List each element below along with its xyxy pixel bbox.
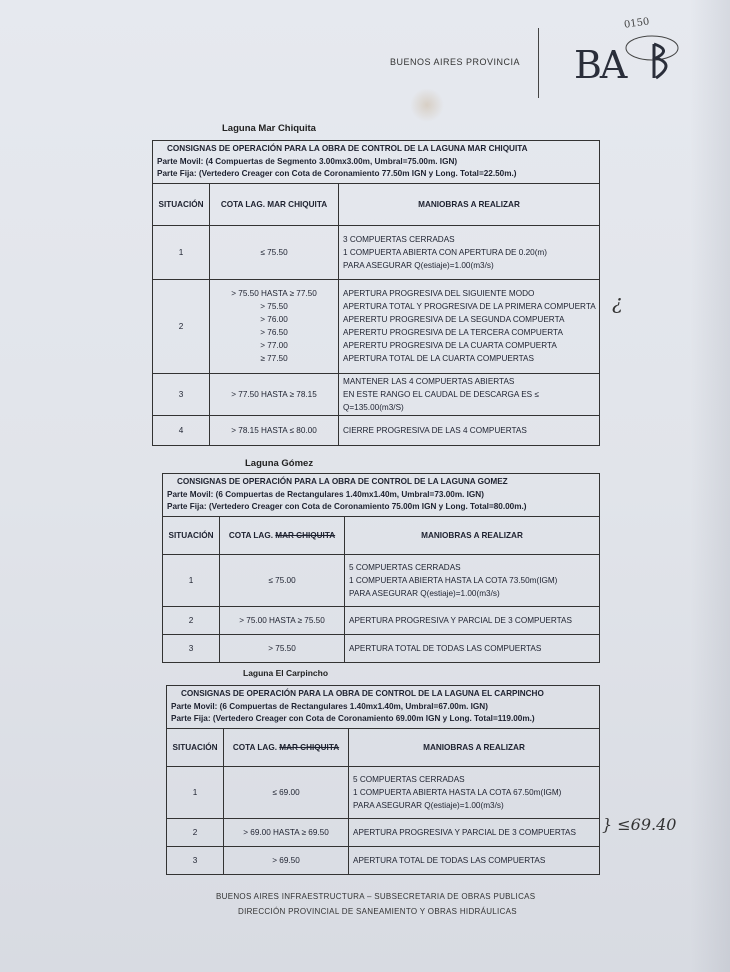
cota-line: > 75.00 HASTA ≥ 75.50 <box>239 615 325 625</box>
table-caption <box>153 141 600 184</box>
maniobra-line: APERERTU PROGRESIVA DE LA SEGUNDA COMPUERTA <box>343 315 565 324</box>
col-header-cota-prefix: COTA LAG. <box>228 530 276 540</box>
ba-logo <box>572 30 692 92</box>
maniobra-line: 1 COMPUERTA ABIERTA CON APERTURA DE 0.20(m) <box>343 247 547 257</box>
cell-cota <box>210 225 339 279</box>
cell-cota <box>220 606 345 634</box>
cell-maniobras <box>339 225 600 279</box>
maniobra-line: 5 COMPUERTAS CERRADAS <box>349 562 461 572</box>
table-row <box>163 554 600 606</box>
caption-parte-fija: Parte Fija: (Vertedero Creager con Cota de Coronamiento 77.50m IGN y Long. Total=22.50m.) <box>157 169 517 178</box>
col-header-situacion: SITUACIÓN <box>153 183 210 225</box>
maniobra-line: APERERTU PROGRESIVA DE LA TERCERA COMPUERTA <box>343 328 563 337</box>
maniobra-line: EN ESTE RANGO EL CAUDAL DE DESCARGA ES ≤ Q=135.00(m3/S) <box>343 389 539 412</box>
caption-parte-fija: Parte Fija: (Vertedero Creager con Cota de Coronamiento 75.00m IGN y Long. Total=80.00m.) <box>167 502 527 511</box>
cota-line: > 69.00 HASTA ≥ 69.50 <box>243 827 329 837</box>
section-title-el-carpincho: Laguna El Carpincho <box>243 668 329 678</box>
maniobra-line: MANTENER LAS 4 COMPUERTAS ABIERTAS <box>343 376 515 386</box>
province-header: BUENOS AIRES PROVINCIA <box>390 57 521 67</box>
cell-situacion: 4 <box>153 415 210 445</box>
caption-parte-fija: Parte Fija: (Vertedero Creager con Cota de Coronamiento 69.00m IGN y Long. Total=119.00m.) <box>171 714 535 723</box>
cota-line: > 76.00 <box>260 315 288 324</box>
operation-table-mar-chiquita <box>152 140 600 446</box>
maniobra-line: APERTURA TOTAL Y PROGRESIVA DE LA PRIMERA COMPUERTA <box>343 302 596 311</box>
maniobra-line: APERTURA TOTAL DE TODAS LAS COMPUERTAS <box>353 855 546 865</box>
cota-line: > 75.50 <box>260 302 288 311</box>
table-row <box>153 415 600 445</box>
paper-stain <box>410 88 444 122</box>
col-header-cota <box>220 516 345 554</box>
cota-line: ≤ 69.00 <box>272 787 300 797</box>
cell-maniobras <box>349 818 600 846</box>
cota-line: ≤ 75.50 <box>260 247 288 257</box>
page-shadow <box>690 0 730 972</box>
col-header-cota-name-struck: MAR CHIQUITA <box>275 530 336 540</box>
cell-maniobras <box>339 415 600 445</box>
col-header-maniobras: MANIOBRAS A REALIZAR <box>345 516 600 554</box>
section-title-mar-chiquita: Laguna Mar Chiquita <box>222 123 316 134</box>
cell-maniobras <box>345 606 600 634</box>
page-number-stamp: 0150 <box>623 16 651 31</box>
cell-maniobras <box>349 846 600 874</box>
cota-line: > 75.50 HASTA ≥ 77.50 <box>231 289 317 298</box>
caption-title: CONSIGNAS DE OPERACIÓN PARA LA OBRA DE CONTROL DE LA LAGUNA GOMEZ <box>177 477 508 486</box>
table-row <box>163 606 600 634</box>
header-divider <box>538 28 539 98</box>
maniobra-line: PARA ASEGURAR Q(estiaje)=1.00(m3/s) <box>343 260 494 270</box>
table-row <box>167 818 600 846</box>
operation-table-gomez <box>162 473 600 663</box>
cell-maniobras <box>339 373 600 415</box>
cell-cota <box>210 415 339 445</box>
section-title-gomez: Laguna Gómez <box>245 458 314 469</box>
cell-situacion: 3 <box>163 634 220 662</box>
cell-situacion: 2 <box>163 606 220 634</box>
table-row <box>167 766 600 818</box>
cell-maniobras <box>349 766 600 818</box>
cota-line: ≤ 75.00 <box>268 575 296 585</box>
handwritten-question-mark: ¿ <box>612 290 623 314</box>
cell-cota <box>220 634 345 662</box>
footer-line-1: BUENOS AIRES INFRAESTRUCTURA – SUBSECRETARIA DE OBRAS PUBLICAS <box>216 892 536 901</box>
cota-line: > 75.50 <box>268 643 296 653</box>
table-row <box>153 279 600 373</box>
table-row <box>153 225 600 279</box>
cell-situacion: 3 <box>153 373 210 415</box>
caption-title: CONSIGNAS DE OPERACIÓN PARA LA OBRA DE CONTROL DE LA LAGUNA MAR CHIQUITA <box>167 144 528 153</box>
caption-parte-movil: Parte Movil: (6 Compuertas de Rectangulares 1.40mx1.40m, Umbral=67.00m. IGN) <box>171 701 488 711</box>
col-header-cota-name-struck: MAR CHIQUITA <box>279 742 340 752</box>
cell-maniobras <box>345 634 600 662</box>
cota-line: > 77.00 <box>260 341 288 350</box>
table-row <box>153 373 600 415</box>
cell-situacion: 2 <box>167 818 224 846</box>
cell-cota <box>220 554 345 606</box>
maniobra-line: 1 COMPUERTA ABIERTA HASTA LA COTA 73.50m(IGM) <box>349 575 558 585</box>
cota-line: > 69.50 <box>272 855 300 865</box>
col-header-situacion: SITUACIÓN <box>167 728 224 766</box>
footer-line-2: DIRECCIÓN PROVINCIAL DE SANEAMIENTO Y OBRAS HIDRÁULICAS <box>238 907 517 916</box>
cell-situacion: 3 <box>167 846 224 874</box>
operation-table-el-carpincho <box>166 685 600 875</box>
maniobra-line: APERTURA PROGRESIVA Y PARCIAL DE 3 COMPUERTAS <box>349 615 572 625</box>
maniobra-line: APERTURA TOTAL DE TODAS LAS COMPUERTAS <box>349 643 542 653</box>
table-row <box>167 846 600 874</box>
col-header-situacion: SITUACIÓN <box>163 516 220 554</box>
caption-parte-movil: Parte Movil: (4 Compuertas de Segmento 3.00mx3.00m, Umbral=75.00m. IGN) <box>157 156 458 166</box>
cell-situacion: 1 <box>163 554 220 606</box>
col-header-cota-prefix: COTA LAG. <box>232 742 280 752</box>
col-header-cota-name: MAR CHIQUITA <box>267 199 328 209</box>
cell-situacion: 1 <box>167 766 224 818</box>
col-header-cota <box>224 728 349 766</box>
maniobra-line: 5 COMPUERTAS CERRADAS <box>353 774 465 784</box>
maniobra-line: PARA ASEGURAR Q(estiaje)=1.00(m3/s) <box>349 588 500 598</box>
col-header-cota-prefix: COTA LAG. <box>220 199 268 209</box>
maniobra-line: APERTURA PROGRESIVA DEL SIGUIENTE MODO <box>343 289 535 298</box>
handwritten-note: } ≤69.40 <box>602 815 677 834</box>
maniobra-line: PARA ASEGURAR Q(estiaje)=1.00(m3/s) <box>353 800 504 810</box>
cell-cota <box>224 766 349 818</box>
cell-situacion: 1 <box>153 225 210 279</box>
cell-maniobras <box>339 279 600 373</box>
cell-cota <box>224 846 349 874</box>
maniobra-line: 1 COMPUERTA ABIERTA HASTA LA COTA 67.50m(IGM) <box>353 787 562 797</box>
caption-parte-movil: Parte Movil: (6 Compuertas de Rectangulares 1.40mx1.40m, Umbral=73.00m. IGN) <box>167 489 484 499</box>
maniobra-line: APERERTU PROGRESIVA DE LA CUARTA COMPUERTA <box>343 341 557 350</box>
table-row <box>163 634 600 662</box>
cota-line: > 78.15 HASTA ≤ 80.00 <box>231 425 317 435</box>
cota-line: > 77.50 HASTA ≥ 78.15 <box>231 389 317 399</box>
cell-situacion: 2 <box>153 279 210 373</box>
cell-cota <box>210 279 339 373</box>
cell-cota <box>210 373 339 415</box>
cell-cota <box>224 818 349 846</box>
logo-text: BA <box>574 43 626 87</box>
col-header-cota <box>210 183 339 225</box>
cell-maniobras <box>345 554 600 606</box>
cota-line: > 76.50 <box>260 328 288 337</box>
maniobra-line: CIERRE PROGRESIVA DE LAS 4 COMPUERTAS <box>343 425 527 435</box>
maniobra-line: APERTURA TOTAL DE LA CUARTA COMPUERTAS <box>343 354 534 363</box>
table-caption <box>163 474 600 517</box>
cota-line: ≥ 77.50 <box>260 354 288 363</box>
caption-title: CONSIGNAS DE OPERACIÓN PARA LA OBRA DE CONTROL DE LA LAGUNA EL CARPINCHO <box>181 689 544 698</box>
maniobra-line: 3 COMPUERTAS CERRADAS <box>343 234 455 244</box>
col-header-maniobras: MANIOBRAS A REALIZAR <box>339 183 600 225</box>
col-header-maniobras: MANIOBRAS A REALIZAR <box>349 728 600 766</box>
table-caption <box>167 686 600 729</box>
maniobra-line: APERTURA PROGRESIVA Y PARCIAL DE 3 COMPUERTAS <box>353 827 576 837</box>
